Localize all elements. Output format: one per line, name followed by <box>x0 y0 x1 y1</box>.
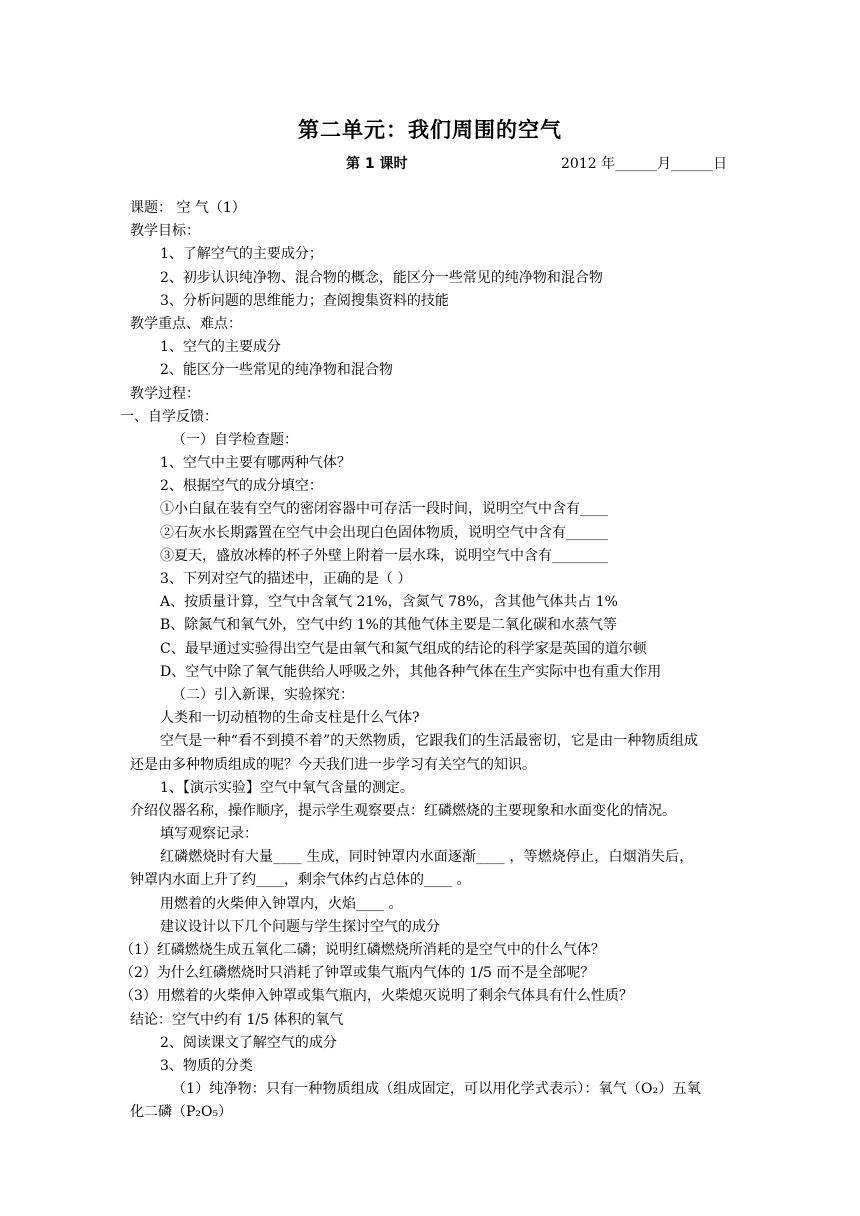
text-line: 1、空气中主要有哪两种气体？ <box>160 455 351 472</box>
text-line: 介绍仪器名称，操作顺序，提示学生观察要点：红磷燃烧的主要现象和水面变化的情况。 <box>130 802 676 819</box>
text-line: 建议设计以下几个问题与学生探讨空气的成分 <box>160 918 440 935</box>
text-line: A、按质量计算，空气中含氧气 21%，含氮气 78%，含其他气体共占 1% <box>160 594 618 611</box>
page-title: 第二单元：我们周围的空气 <box>298 118 562 142</box>
text-line: 教学目标： <box>130 223 200 240</box>
text-line: 1、了解空气的主要成分； <box>160 246 323 263</box>
text-line: （1）红磷燃烧生成五氧化二磷；说明红磷燃烧所消耗的是空气中的什么气体？ <box>120 942 605 958</box>
text-line: 1、【演示实验】空气中氧气含量的测定。 <box>160 779 414 796</box>
text-line: 填写观察记录： <box>160 826 258 843</box>
text-line: 2、初步认识纯净物、混合物的概念，能区分一些常见的纯净物和混合物 <box>160 269 603 286</box>
text-line: 教学过程： <box>130 385 200 402</box>
text-line: （1）纯净物：只有一种物质组成（组成固定，可以用化学式表示）：氧气（O₂）五氧 <box>172 1081 701 1098</box>
text-line: （二）引入新课，实验探究： <box>172 686 354 703</box>
text-line: ③夏天，盛放冰棒的杯子外壁上附着一层水珠，说明空气中含有________ <box>160 547 608 564</box>
text-line: 3、分析问题的思维能力；查阅搜集资料的技能 <box>160 292 449 309</box>
text-line: 还是由多种物质组成的呢？今天我们进一步学习有关空气的知识。 <box>130 756 536 773</box>
body-text <box>0 197 860 1125</box>
text-line: 2、根据空气的成分填空： <box>160 478 323 495</box>
text-line: 钟罩内水面上升了约____，剩余气体约占总体的____ 。 <box>130 872 471 889</box>
text-line: （3）用燃着的火柴伸入钟罩或集气瓶内，火柴熄灭说明了剩余气体具有什么性质？ <box>120 988 633 1005</box>
text-line: 一、自学反馈： <box>120 408 218 425</box>
text-line: 3、物质的分类 <box>160 1057 253 1074</box>
date-line: 2012 年______月______日 <box>561 156 728 172</box>
text-line: 2、阅读课文了解空气的成分 <box>160 1034 337 1051</box>
text-line: 人类和一切动植物的生命支柱是什么气体? <box>160 710 420 727</box>
text-line: ②石灰水长期露置在空气中会出现白色固体物质，说明空气中含有______ <box>160 524 608 541</box>
text-line: B、除氮气和氧气外，空气中约 1%的其他气体主要是二氧化碳和水蒸气等 <box>160 617 617 634</box>
text-line: D、空气中除了氧气能供给人呼吸之外，其他各种气体在生产实际中也有重大作用 <box>160 663 662 680</box>
text-line: 用燃着的火柴伸入钟罩内，火焰____ 。 <box>160 895 403 912</box>
text-line: C、最早通过实验得出空气是由氧气和氮气组成的结论的科学家是英国的道尔顿 <box>160 640 647 657</box>
text-line: 1、空气的主要成分 <box>160 339 281 356</box>
text-line: 课题： 空 气（1） <box>130 200 246 216</box>
lesson-label: 第 1 课时 <box>346 156 408 172</box>
text-line: 教学重点、难点： <box>130 315 242 332</box>
text-line: 化二磷（P₂O₅） <box>130 1104 233 1121</box>
text-line: 空气是一种“看不到摸不着”的天然物质，它跟我们的生活最密切，它是由一种物质组成 <box>160 733 699 750</box>
text-line: （2）为什么红磷燃烧时只消耗了钟罩或集气瓶内气体的 1/5 而不是全部呢？ <box>120 965 595 982</box>
text-line: 2、能区分一些常见的纯净物和混合物 <box>160 362 393 379</box>
text-line: 3、下列对空气的描述中，正确的是（ ） <box>160 571 412 587</box>
text-line: 结论：空气中约有 1/5 体积的氧气 <box>130 1011 344 1028</box>
text-line: 红磷燃烧时有大量____ 生成，同时钟罩内水面逐渐____ ，等燃烧停止，白烟消失后， <box>160 849 694 866</box>
text-line: ①小白鼠在装有空气的密闭容器中可存活一段时间，说明空气中含有____ <box>160 501 608 518</box>
text-line: （一）自学检查题： <box>172 431 298 448</box>
